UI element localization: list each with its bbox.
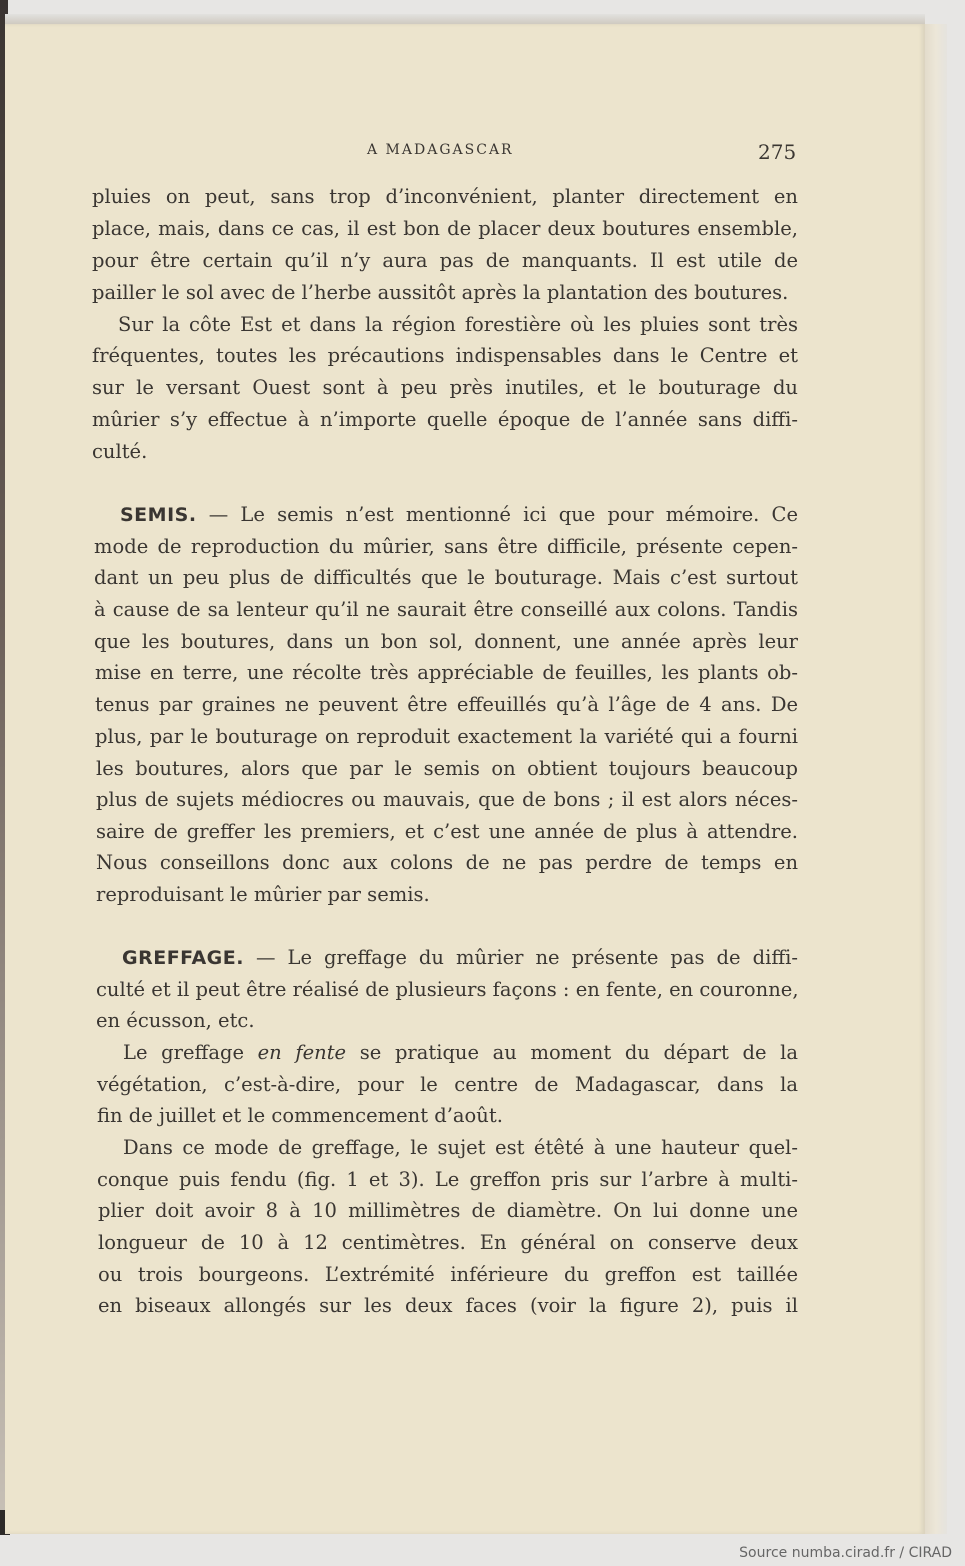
text-span: à cause de sa lenteur qu’il ne saurait être conseillé aux colons. Tandis bbox=[94, 598, 798, 621]
text-span: les boutures, alors que par le semis on obtient toujours beaucoup bbox=[96, 757, 798, 780]
text-line bbox=[94, 535, 798, 559]
text-line bbox=[94, 630, 798, 654]
text-span: dant un peu plus de difficultés que le bouturage. Mais c’est surtout bbox=[94, 566, 798, 589]
text-line bbox=[96, 978, 798, 1002]
text-span: conque puis fendu (fig. 1 et 3). Le greffon pris sur l’arbre à multi- bbox=[97, 1168, 798, 1191]
text-line bbox=[123, 1041, 798, 1065]
text-line bbox=[98, 1294, 798, 1318]
text-span: ou trois bourgeons. L’extrémité inférieure du greffon est taillée bbox=[98, 1263, 798, 1286]
text-line bbox=[118, 313, 798, 337]
section-heading: SEMIS. bbox=[120, 504, 197, 526]
text-line bbox=[120, 503, 798, 527]
text-line bbox=[94, 598, 798, 622]
text-line bbox=[98, 1263, 798, 1287]
text-span: — Le greffage du mûrier ne présente pas de diffi- bbox=[243, 946, 798, 969]
text-span: mode de reproduction du mûrier, sans être difficile, présente cepen- bbox=[94, 535, 798, 558]
text-span: plier doit avoir 8 à 10 millimètres de diamètre. On lui donne une bbox=[98, 1199, 798, 1222]
text-span: Dans ce mode de greffage, le sujet est étêté à une hauteur quel- bbox=[123, 1136, 798, 1159]
text-span: pailler le sol avec de l’herbe aussitôt après la plantation des boutures. bbox=[92, 281, 789, 304]
text-span: longueur de 10 à 12 centimètres. En général on conserve deux bbox=[98, 1231, 798, 1254]
text-span: pour être certain qu’il n’y aura pas de manquants. Il est utile de bbox=[92, 249, 798, 272]
page-number: 275 bbox=[758, 140, 797, 164]
text-line bbox=[98, 1231, 798, 1255]
page-top-edge bbox=[5, 14, 925, 24]
text-line bbox=[97, 1073, 798, 1097]
text-line bbox=[96, 757, 798, 781]
text-line bbox=[92, 185, 798, 209]
text-line bbox=[92, 249, 798, 273]
text-span: en biseaux allongés sur les deux faces (voir la figure 2), puis il bbox=[98, 1294, 798, 1317]
text-span: mûrier s’y effectue à n’importe quelle époque de l’année sans diffi- bbox=[92, 408, 798, 431]
section-heading: GREFFAGE. bbox=[122, 947, 244, 969]
text-span: culté. bbox=[92, 440, 148, 463]
text-line bbox=[98, 1199, 798, 1223]
text-span: végétation, c’est-à-dire, pour le centre de Madagascar, dans la bbox=[97, 1073, 798, 1096]
text-line bbox=[92, 376, 798, 400]
text-span: tenus par graines ne peuvent être effeuillés qu’à l’âge de 4 ans. De bbox=[95, 693, 798, 716]
text-span: en écusson, etc. bbox=[96, 1009, 255, 1032]
text-line bbox=[96, 883, 798, 907]
text-line bbox=[96, 1009, 798, 1033]
text-span: sur le versant Ouest sont à peu près inutiles, et le bouturage du bbox=[92, 376, 798, 399]
text-span: fin de juillet et le commencement d’août. bbox=[97, 1104, 503, 1127]
text-line bbox=[92, 344, 798, 368]
running-title: A MADAGASCAR bbox=[367, 142, 514, 158]
text-line bbox=[96, 788, 798, 812]
text-line bbox=[92, 217, 798, 241]
text-line bbox=[123, 1136, 798, 1160]
text-line bbox=[92, 408, 798, 432]
text-span: plus, par le bouturage on reproduit exactement la variété qui a fourni bbox=[95, 725, 798, 748]
text-line bbox=[96, 851, 798, 875]
text-line bbox=[96, 820, 798, 844]
text-line bbox=[95, 661, 798, 685]
text-line bbox=[95, 693, 798, 717]
text-span: Le greffage bbox=[123, 1041, 258, 1064]
text-span: Nous conseillons donc aux colons de ne pas perdre de temps en bbox=[96, 851, 798, 874]
text-line bbox=[122, 946, 798, 970]
text-span: mise en terre, une récolte très appréciable de feuilles, les plants ob- bbox=[95, 661, 798, 684]
text-span: se pratique au moment du départ de la bbox=[346, 1041, 798, 1064]
source-credit: Source numba.cirad.fr / CIRAD bbox=[739, 1545, 952, 1561]
text-span: Sur la côte Est et dans la région forestière où les pluies sont très bbox=[118, 313, 798, 336]
text-span: culté et il peut être réalisé de plusieurs façons : en fente, en couronne, bbox=[96, 978, 799, 1001]
text-span: — Le semis n’est mentionné ici que pour mémoire. Ce bbox=[196, 503, 798, 526]
emphasis: en fente bbox=[257, 1041, 347, 1064]
text-span: place, mais, dans ce cas, il est bon de placer deux boutures ensemble, bbox=[92, 217, 798, 240]
text-line bbox=[94, 566, 798, 590]
text-line bbox=[97, 1168, 798, 1192]
page-stack-edge bbox=[925, 24, 947, 1534]
text-line bbox=[92, 281, 798, 305]
text-span: fréquentes, toutes les précautions indispensables dans le Centre et bbox=[92, 344, 798, 367]
text-line bbox=[95, 725, 798, 749]
text-span: plus de sujets médiocres ou mauvais, que de bons ; il est alors néces- bbox=[96, 788, 798, 811]
text-span: pluies on peut, sans trop d’inconvénient, planter directement en bbox=[92, 185, 798, 208]
text-line bbox=[92, 440, 798, 464]
text-span: saire de greffer les premiers, et c’est une année de plus à attendre. bbox=[96, 820, 798, 843]
text-span: reproduisant le mûrier par semis. bbox=[96, 883, 430, 906]
text-span: que les boutures, dans un bon sol, donnent, une année après leur bbox=[94, 630, 798, 653]
text-line bbox=[97, 1104, 798, 1128]
